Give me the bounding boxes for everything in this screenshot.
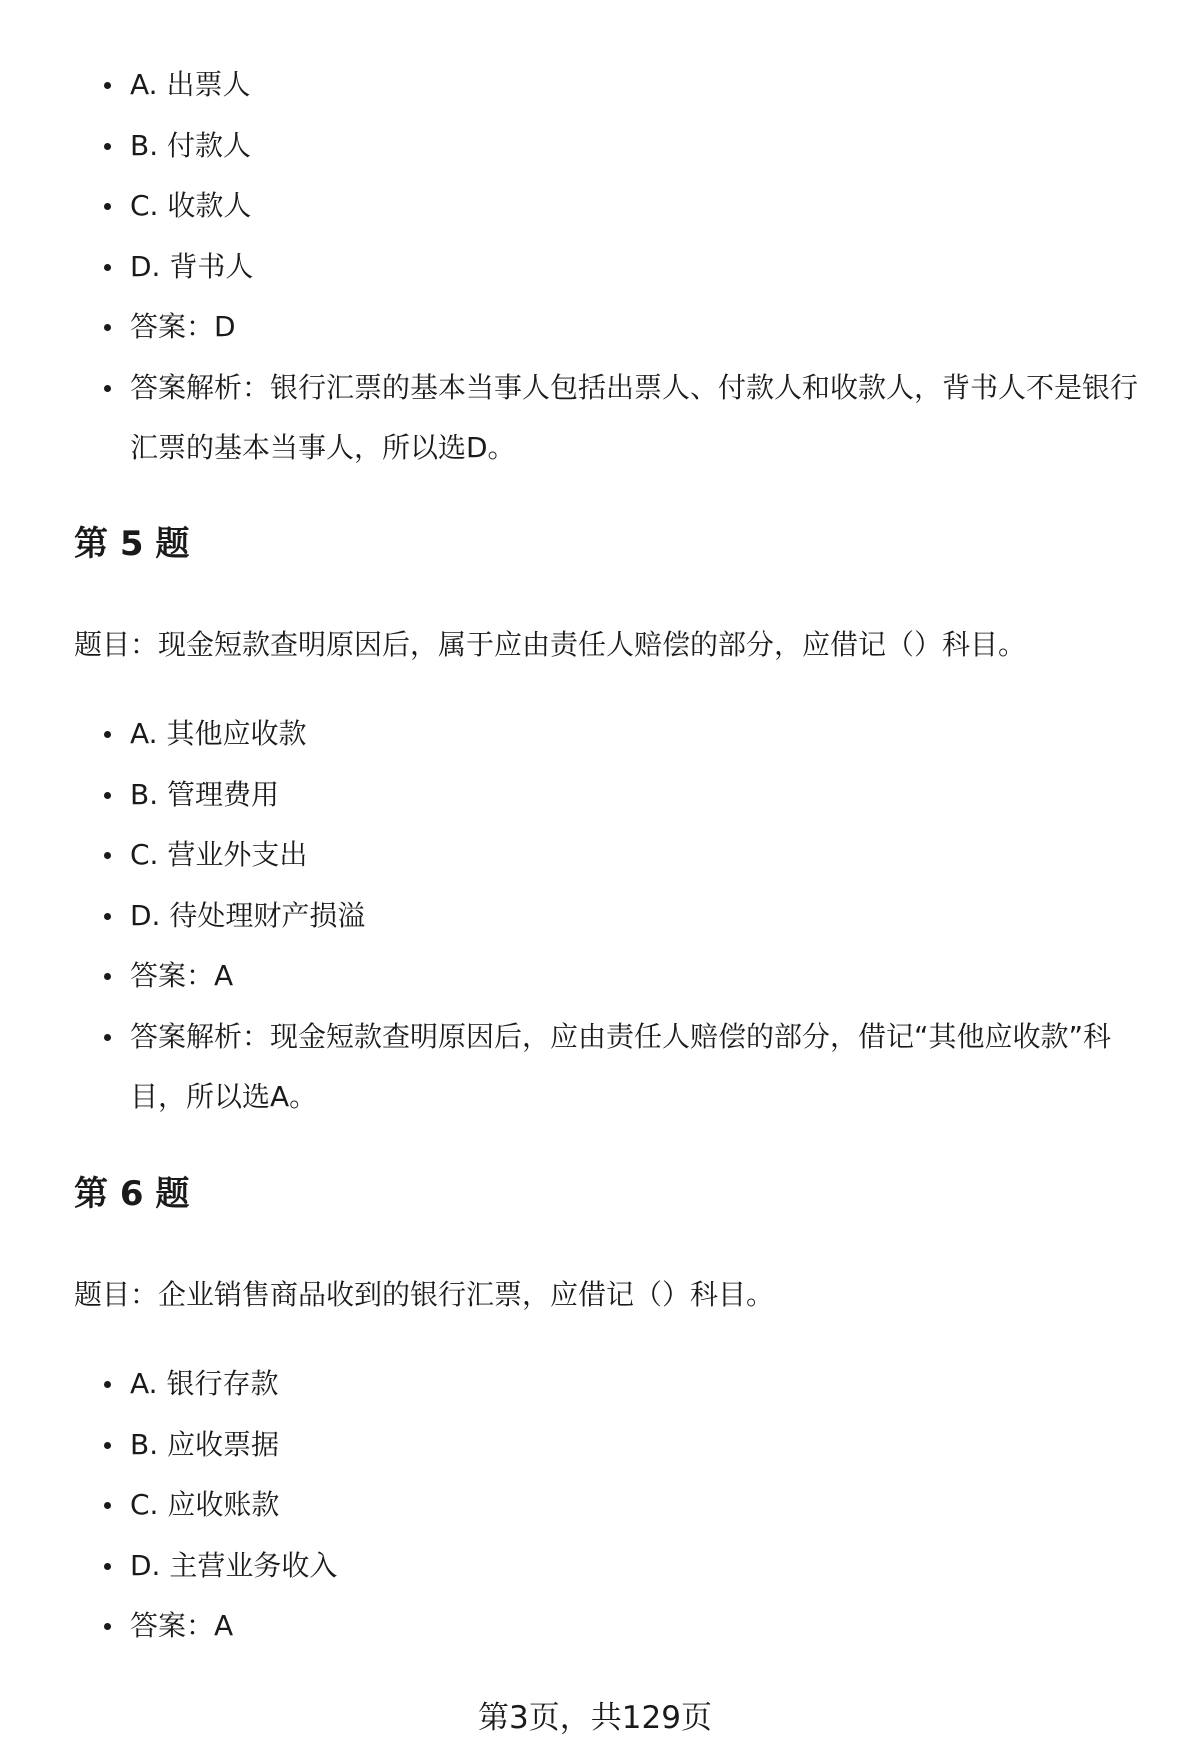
q6-answer: 答案：A	[0, 1596, 1190, 1657]
q5-heading: 第 5 题	[74, 524, 190, 564]
q6-option-b: B. 应收票据	[0, 1415, 1190, 1476]
q5-option-c: C. 营业外支出	[0, 825, 1190, 886]
q6-options-list	[0, 1354, 1190, 1657]
q4-option-c: C. 收款人	[0, 176, 1190, 237]
q6-stem: 题目：企业销售商品收到的银行汇票，应借记（）科目。	[74, 1278, 775, 1311]
q4-option-d: D. 背书人	[0, 237, 1190, 298]
q6-heading: 第 6 题	[74, 1174, 190, 1214]
q5-stem: 题目：现金短款查明原因后，属于应由责任人赔偿的部分，应借记（）科目。	[74, 628, 1027, 661]
q5-option-b: B. 管理费用	[0, 765, 1190, 826]
q4-options-list	[0, 55, 1190, 479]
q6-option-a: A. 银行存款	[0, 1354, 1190, 1415]
q6-option-d: D. 主营业务收入	[0, 1536, 1190, 1597]
q5-options-list	[0, 704, 1190, 1128]
q5-explanation: 答案解析：现金短款查明原因后，应由责任人赔偿的部分，借记“其他应收款”科目，所以选A。	[0, 1007, 1190, 1128]
q5-option-a: A. 其他应收款	[0, 704, 1190, 765]
q5-option-d: D. 待处理财产损溢	[0, 886, 1190, 947]
page-number-footer: 第3页，共129页	[478, 1700, 712, 1736]
q5-answer: 答案：A	[0, 946, 1190, 1007]
q6-option-c: C. 应收账款	[0, 1475, 1190, 1536]
q4-option-a: A. 出票人	[0, 55, 1190, 116]
q4-option-b: B. 付款人	[0, 116, 1190, 177]
q4-explanation: 答案解析：银行汇票的基本当事人包括出票人、付款人和收款人，背书人不是银行汇票的基本当事人，所以选D。	[0, 358, 1190, 479]
q4-answer: 答案：D	[0, 297, 1190, 358]
